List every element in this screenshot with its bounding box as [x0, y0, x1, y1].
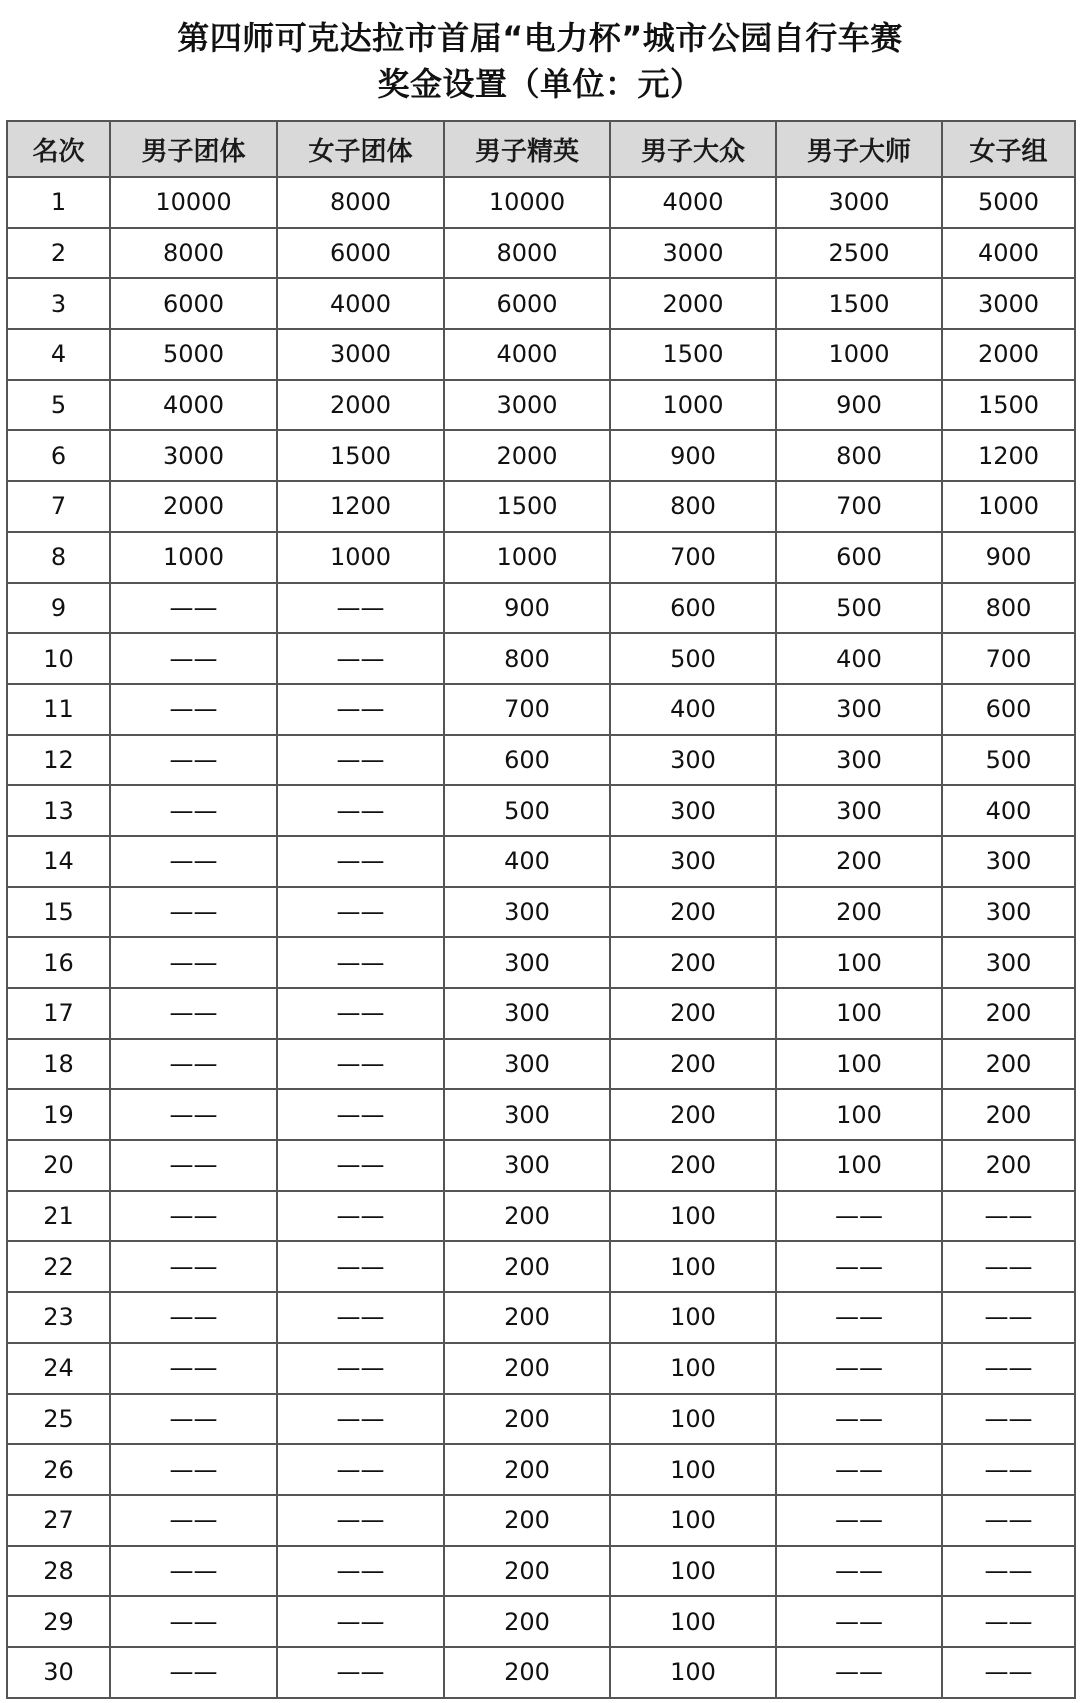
rank-cell: 22 [7, 1241, 110, 1292]
prize-cell: 200 [610, 988, 776, 1039]
column-header: 男子团体 [110, 121, 277, 177]
prize-cell: 1000 [110, 532, 277, 583]
table-header [7, 121, 1075, 177]
prize-cell: 8000 [444, 228, 610, 279]
table-row [7, 177, 1075, 228]
prize-cell: 3000 [942, 278, 1075, 329]
prize-cell: 3000 [610, 228, 776, 279]
prize-cell: 600 [610, 583, 776, 634]
table-row [7, 583, 1075, 634]
table-row [7, 836, 1075, 887]
prize-cell: —— [110, 1039, 277, 1090]
prize-cell: 200 [942, 988, 1075, 1039]
rank-cell: 18 [7, 1039, 110, 1090]
prize-cell: 800 [444, 633, 610, 684]
prize-cell: 100 [776, 1140, 942, 1191]
rank-cell: 12 [7, 735, 110, 786]
prize-cell: 300 [444, 1089, 610, 1140]
prize-cell: 1500 [444, 481, 610, 532]
rank-cell: 25 [7, 1394, 110, 1445]
prize-cell: 200 [444, 1241, 610, 1292]
rank-cell: 29 [7, 1596, 110, 1647]
prize-cell: 300 [942, 836, 1075, 887]
prize-cell: —— [277, 1596, 444, 1647]
prize-cell: 600 [942, 684, 1075, 735]
prize-cell: —— [942, 1394, 1075, 1445]
prize-cell: 2500 [776, 228, 942, 279]
prize-cell: 200 [942, 1089, 1075, 1140]
prize-cell: —— [776, 1495, 942, 1546]
prize-cell: —— [277, 1394, 444, 1445]
column-header: 男子大师 [776, 121, 942, 177]
prize-cell: 300 [444, 887, 610, 938]
prize-cell: —— [110, 1292, 277, 1343]
prize-cell: —— [110, 1140, 277, 1191]
prize-cell: 800 [942, 583, 1075, 634]
rank-cell: 24 [7, 1343, 110, 1394]
prize-cell: 200 [444, 1444, 610, 1495]
prize-cell: 1000 [444, 532, 610, 583]
prize-cell: —— [110, 1596, 277, 1647]
prize-cell: 900 [942, 532, 1075, 583]
prize-cell: 4000 [110, 380, 277, 431]
table-row [7, 633, 1075, 684]
prize-cell: —— [776, 1191, 942, 1242]
column-header: 女子团体 [277, 121, 444, 177]
prize-cell: 100 [610, 1241, 776, 1292]
prize-cell: 100 [610, 1343, 776, 1394]
prize-cell: 100 [776, 1039, 942, 1090]
rank-cell: 1 [7, 177, 110, 228]
prize-cell: 200 [444, 1647, 610, 1698]
prize-cell: —— [110, 1241, 277, 1292]
prize-cell: 3000 [776, 177, 942, 228]
prize-cell: 700 [444, 684, 610, 735]
prize-cell: 100 [776, 988, 942, 1039]
rank-cell: 19 [7, 1089, 110, 1140]
prize-cell: —— [277, 1089, 444, 1140]
column-header: 男子大众 [610, 121, 776, 177]
rank-cell: 3 [7, 278, 110, 329]
rank-cell: 8 [7, 532, 110, 583]
prize-cell: 400 [776, 633, 942, 684]
table-row [7, 937, 1075, 988]
prize-cell: 200 [776, 887, 942, 938]
prize-cell: —— [277, 684, 444, 735]
prize-cell: 500 [776, 583, 942, 634]
prize-cell: —— [942, 1495, 1075, 1546]
rank-cell: 5 [7, 380, 110, 431]
table-row [7, 278, 1075, 329]
table-row [7, 988, 1075, 1039]
prize-cell: —— [110, 735, 277, 786]
prize-cell: —— [277, 1343, 444, 1394]
table-row [7, 785, 1075, 836]
prize-cell: 300 [942, 937, 1075, 988]
prize-cell: 200 [942, 1140, 1075, 1191]
prize-cell: 200 [942, 1039, 1075, 1090]
prize-cell: 200 [610, 887, 776, 938]
table-row [7, 532, 1075, 583]
prize-cell: 1200 [942, 430, 1075, 481]
prize-cell: 900 [610, 430, 776, 481]
table-row [7, 430, 1075, 481]
prize-cell: —— [110, 887, 277, 938]
prize-cell: 300 [610, 785, 776, 836]
prize-cell: —— [776, 1241, 942, 1292]
prize-cell: 800 [776, 430, 942, 481]
prize-cell: 100 [610, 1394, 776, 1445]
prize-cell: —— [110, 633, 277, 684]
table-row [7, 329, 1075, 380]
rank-cell: 26 [7, 1444, 110, 1495]
prize-cell: —— [110, 1191, 277, 1242]
prize-cell: —— [110, 1647, 277, 1698]
prize-cell: 4000 [277, 278, 444, 329]
prize-cell: 200 [610, 1140, 776, 1191]
prize-cell: —— [942, 1596, 1075, 1647]
table-row [7, 228, 1075, 279]
table-row [7, 887, 1075, 938]
table-body [7, 177, 1075, 1698]
prize-cell: 6000 [444, 278, 610, 329]
prize-cell: —— [110, 988, 277, 1039]
prize-cell: —— [776, 1546, 942, 1597]
prize-cell: 2000 [942, 329, 1075, 380]
prize-cell: 300 [942, 887, 1075, 938]
prize-cell: —— [776, 1394, 942, 1445]
prize-cell: 4000 [444, 329, 610, 380]
prize-cell: 200 [610, 1089, 776, 1140]
rank-cell: 20 [7, 1140, 110, 1191]
prize-cell: —— [277, 583, 444, 634]
prize-cell: —— [942, 1647, 1075, 1698]
prize-cell: 200 [610, 937, 776, 988]
rank-cell: 21 [7, 1191, 110, 1242]
prize-cell: 8000 [277, 177, 444, 228]
prize-cell: —— [776, 1343, 942, 1394]
prize-cell: 10000 [110, 177, 277, 228]
prize-cell: 1500 [610, 329, 776, 380]
prize-cell: —— [942, 1292, 1075, 1343]
table-row [7, 1140, 1075, 1191]
column-header: 男子精英 [444, 121, 610, 177]
prize-cell: 6000 [277, 228, 444, 279]
table-row [7, 1292, 1075, 1343]
table-row [7, 1647, 1075, 1698]
page-subtitle: 奖金设置（单位：元） [377, 65, 703, 103]
prize-cell: 100 [610, 1495, 776, 1546]
prize-cell: —— [277, 633, 444, 684]
rank-cell: 6 [7, 430, 110, 481]
prize-cell: 100 [610, 1596, 776, 1647]
prize-cell: —— [942, 1343, 1075, 1394]
prize-cell: 200 [444, 1596, 610, 1647]
rank-cell: 15 [7, 887, 110, 938]
prize-cell: 100 [610, 1191, 776, 1242]
prize-cell: —— [110, 1394, 277, 1445]
rank-cell: 10 [7, 633, 110, 684]
prize-cell: 300 [610, 836, 776, 887]
prize-cell: —— [110, 1546, 277, 1597]
prize-cell: 2000 [277, 380, 444, 431]
column-header: 女子组 [942, 121, 1075, 177]
prize-cell: 1000 [942, 481, 1075, 532]
prize-cell: 400 [942, 785, 1075, 836]
prize-cell: 200 [610, 1039, 776, 1090]
table-row [7, 1089, 1075, 1140]
prize-cell: 100 [610, 1546, 776, 1597]
prize-cell: —— [942, 1241, 1075, 1292]
prize-cell: —— [776, 1292, 942, 1343]
prize-cell: 4000 [942, 228, 1075, 279]
prize-cell: 2000 [110, 481, 277, 532]
rank-cell: 30 [7, 1647, 110, 1698]
prize-cell: 900 [444, 583, 610, 634]
rank-cell: 11 [7, 684, 110, 735]
table-row [7, 380, 1075, 431]
prize-cell: 400 [610, 684, 776, 735]
prize-cell: —— [942, 1546, 1075, 1597]
table-row [7, 735, 1075, 786]
table-row [7, 1191, 1075, 1242]
prize-cell: 400 [444, 836, 610, 887]
prize-cell: —— [277, 785, 444, 836]
rank-cell: 14 [7, 836, 110, 887]
prize-cell: —— [776, 1647, 942, 1698]
prize-cell: 6000 [110, 278, 277, 329]
table-row [7, 1343, 1075, 1394]
rank-cell: 2 [7, 228, 110, 279]
prize-cell: 2000 [610, 278, 776, 329]
page-title: 第四师可克达拉市首届“电力杯”城市公园自行车赛 [177, 19, 903, 57]
prize-cell: —— [942, 1191, 1075, 1242]
rank-cell: 4 [7, 329, 110, 380]
prize-cell: 3000 [110, 430, 277, 481]
prize-cell: —— [277, 937, 444, 988]
prize-cell: 5000 [110, 329, 277, 380]
prize-cell: 100 [776, 1089, 942, 1140]
rank-cell: 23 [7, 1292, 110, 1343]
prize-cell: 100 [610, 1444, 776, 1495]
rank-cell: 9 [7, 583, 110, 634]
prize-cell: —— [277, 1039, 444, 1090]
prize-cell: —— [277, 1241, 444, 1292]
prize-cell: 1500 [942, 380, 1075, 431]
prize-cell: —— [277, 1647, 444, 1698]
prize-cell: 300 [444, 1039, 610, 1090]
prize-cell: 300 [610, 735, 776, 786]
prize-cell: —— [776, 1444, 942, 1495]
prize-cell: 2000 [444, 430, 610, 481]
prize-cell: 3000 [277, 329, 444, 380]
prize-cell: 1500 [776, 278, 942, 329]
prize-cell: 700 [610, 532, 776, 583]
prize-cell: 5000 [942, 177, 1075, 228]
prize-cell: —— [277, 1292, 444, 1343]
prize-cell: —— [277, 836, 444, 887]
prize-cell: 200 [444, 1495, 610, 1546]
prize-cell: 500 [444, 785, 610, 836]
prize-cell: 200 [776, 836, 942, 887]
prize-cell: 1000 [277, 532, 444, 583]
prize-cell: 300 [776, 735, 942, 786]
table-row [7, 481, 1075, 532]
prize-cell: 300 [776, 684, 942, 735]
prize-cell: —— [277, 988, 444, 1039]
prize-cell: —— [110, 1089, 277, 1140]
rank-cell: 7 [7, 481, 110, 532]
prize-cell: 8000 [110, 228, 277, 279]
table-row [7, 1546, 1075, 1597]
prize-cell: 200 [444, 1343, 610, 1394]
rank-cell: 17 [7, 988, 110, 1039]
prize-cell: 300 [444, 988, 610, 1039]
table-header-row [7, 121, 1075, 177]
rank-cell: 13 [7, 785, 110, 836]
prize-cell: 1000 [776, 329, 942, 380]
prize-cell: —— [277, 1546, 444, 1597]
table-row [7, 684, 1075, 735]
prize-cell: 100 [610, 1647, 776, 1698]
prize-cell: —— [277, 1191, 444, 1242]
prize-cell: —— [110, 836, 277, 887]
prize-cell: —— [110, 785, 277, 836]
prize-table [6, 120, 1076, 1699]
prize-cell: 100 [776, 937, 942, 988]
title-block [0, 0, 1080, 112]
prize-cell: 300 [444, 937, 610, 988]
prize-cell: 800 [610, 481, 776, 532]
prize-cell: —— [110, 1444, 277, 1495]
prize-cell: —— [110, 684, 277, 735]
prize-cell: —— [110, 937, 277, 988]
prize-cell: 500 [942, 735, 1075, 786]
prize-cell: 1500 [277, 430, 444, 481]
prize-cell: —— [277, 887, 444, 938]
prize-cell: 900 [776, 380, 942, 431]
prize-cell: 300 [776, 785, 942, 836]
table-row [7, 1241, 1075, 1292]
prize-cell: 700 [776, 481, 942, 532]
table-row [7, 1444, 1075, 1495]
rank-cell: 28 [7, 1546, 110, 1597]
table-row [7, 1394, 1075, 1445]
prize-cell: 500 [610, 633, 776, 684]
prize-cell: 1000 [610, 380, 776, 431]
rank-cell: 27 [7, 1495, 110, 1546]
prize-cell: 200 [444, 1292, 610, 1343]
prize-cell: —— [277, 1140, 444, 1191]
prize-cell: —— [110, 583, 277, 634]
prize-cell: —— [776, 1596, 942, 1647]
prize-cell: —— [942, 1444, 1075, 1495]
prize-cell: 600 [444, 735, 610, 786]
prize-cell: 600 [776, 532, 942, 583]
rank-cell: 16 [7, 937, 110, 988]
column-header: 名次 [7, 121, 110, 177]
prize-cell: 200 [444, 1394, 610, 1445]
prize-cell: 200 [444, 1546, 610, 1597]
prize-cell: 10000 [444, 177, 610, 228]
table-row [7, 1495, 1075, 1546]
prize-cell: 100 [610, 1292, 776, 1343]
prize-cell: 700 [942, 633, 1075, 684]
prize-cell: 4000 [610, 177, 776, 228]
prize-cell: —— [277, 1444, 444, 1495]
prize-cell: —— [277, 735, 444, 786]
table-row [7, 1596, 1075, 1647]
prize-cell: —— [277, 1495, 444, 1546]
prize-cell: 200 [444, 1191, 610, 1242]
prize-cell: —— [110, 1343, 277, 1394]
prize-cell: —— [110, 1495, 277, 1546]
prize-cell: 3000 [444, 380, 610, 431]
prize-cell: 300 [444, 1140, 610, 1191]
table-row [7, 1039, 1075, 1090]
prize-cell: 1200 [277, 481, 444, 532]
